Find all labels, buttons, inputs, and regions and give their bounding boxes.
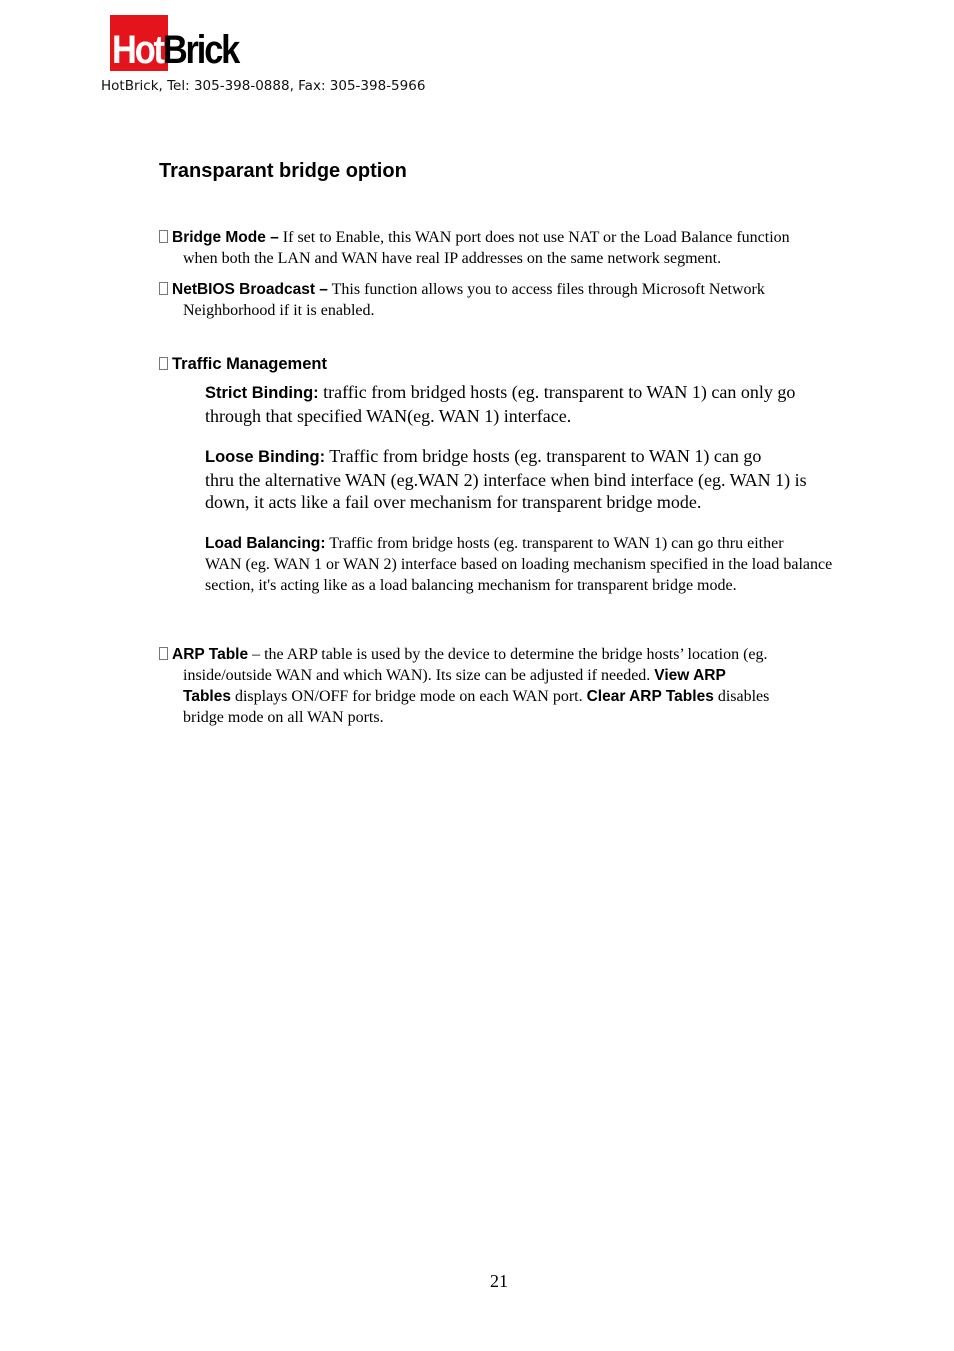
- load-balancing-item: [205, 533, 925, 596]
- traffic-management-heading: [159, 354, 879, 375]
- view-arp-term-2: Tables: [183, 688, 231, 705]
- load-balancing-text-3: section, it's acting like as a load balancing mechanism for transparent bridge mode.: [205, 577, 737, 594]
- loose-binding-text-2: thru the alternative WAN (eg.WAN 2) interface when bind interface (eg. WAN 1) is: [205, 469, 807, 490]
- netbios-term: NetBIOS Broadcast –: [172, 281, 328, 298]
- loose-binding-item: [205, 445, 865, 514]
- load-balancing-text-2: WAN (eg. WAN 1 or WAN 2) interface based on loading mechanism specified in the load balance: [205, 556, 833, 573]
- logo-wordmark: [112, 29, 238, 71]
- arp-table-text-3: displays ON/OFF for bridge mode on each WAN port.: [230, 688, 587, 705]
- load-balancing-term: Load Balancing:: [205, 535, 326, 552]
- strict-binding-text-1: traffic from bridged hosts (eg. transparent to WAN 1) can only go: [318, 382, 796, 402]
- bridge-mode-text-1: If set to Enable, this WAN port does not use NAT or the Load Balance function: [278, 229, 790, 246]
- arp-table-text-3-end: disables: [713, 688, 770, 705]
- section-title: Transparant bridge option: [159, 160, 407, 182]
- netbios-text-1: This function allows you to access files through Microsoft Network: [327, 281, 765, 298]
- checkbox-bullet-icon: [159, 357, 168, 370]
- checkbox-bullet-icon: [159, 647, 168, 660]
- loose-binding-term: Loose Binding:: [205, 448, 326, 466]
- bridge-mode-item: [159, 227, 879, 269]
- arp-table-text-4: bridge mode on all WAN ports.: [183, 709, 384, 726]
- arp-table-line-2: [159, 665, 879, 686]
- logo-hot-text: Hot: [112, 28, 163, 72]
- loose-binding-text-1: Traffic from bridge hosts (eg. transparent to WAN 1) can go: [325, 446, 762, 466]
- page-number: 21: [490, 1271, 508, 1291]
- strict-binding-term: Strict Binding:: [205, 384, 319, 402]
- loose-binding-text-3: down, it acts like a fail over mechanism for transparent bridge mode.: [205, 492, 702, 512]
- bridge-mode-text-2: when both the LAN and WAN have real IP addresses on the same network segment.: [183, 250, 722, 267]
- strict-binding-text-2: through that specified WAN(eg. WAN 1) interface.: [205, 405, 572, 426]
- logo-brick-text: Brick: [162, 28, 239, 72]
- arp-table-item: [159, 644, 879, 728]
- arp-table-text-2: inside/outside WAN and which WAN). Its size can be adjusted if needed.: [183, 667, 655, 684]
- clear-arp-term: Clear ARP Tables: [586, 688, 714, 705]
- view-arp-term-1: View ARP: [654, 667, 726, 684]
- checkbox-bullet-icon: [159, 230, 168, 243]
- arp-table-term: ARP Table: [172, 646, 249, 663]
- contact-line: HotBrick, Tel: 305-398-0888, Fax: 305-398-5966: [101, 78, 426, 94]
- bridge-mode-term: Bridge Mode –: [172, 229, 279, 246]
- load-balancing-text-1: Traffic from bridge hosts (eg. transparent to WAN 1) can go thru either: [325, 535, 784, 552]
- arp-table-text-1: – the ARP table is used by the device to determine the bridge hosts’ location (eg.: [248, 646, 768, 663]
- strict-binding-item: [205, 381, 865, 427]
- netbios-item: [159, 279, 879, 321]
- arp-table-line-3: [159, 686, 879, 707]
- checkbox-bullet-icon: [159, 282, 168, 295]
- netbios-text-2: Neighborhood if it is enabled.: [183, 302, 375, 319]
- traffic-management-term: Traffic Management: [172, 355, 327, 373]
- hotbrick-logo: [110, 15, 260, 71]
